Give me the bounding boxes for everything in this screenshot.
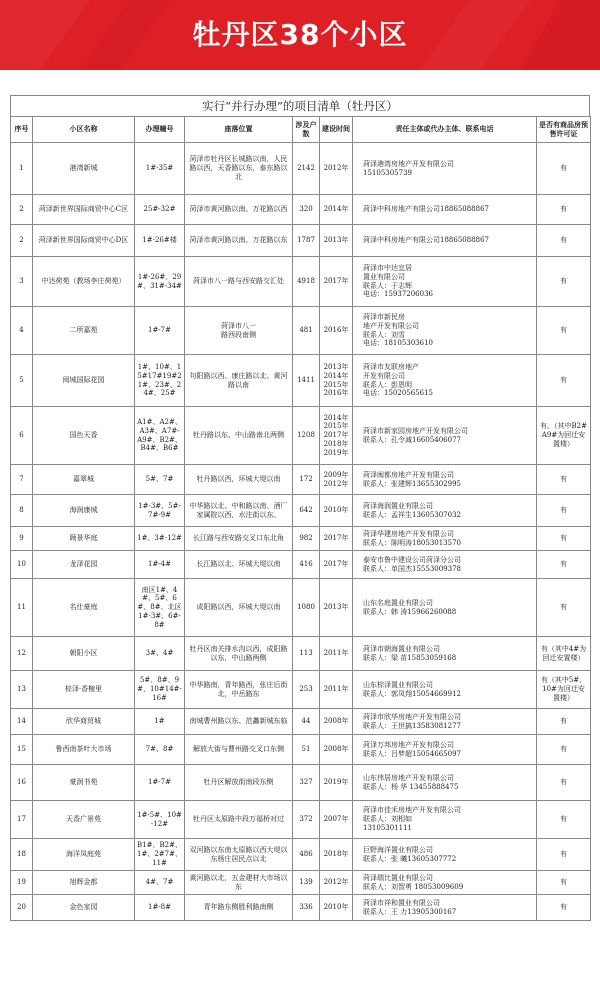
project-sheet — [10, 95, 590, 921]
cell-name: 菏泽新世界国际商贸中心C区 — [33, 195, 135, 225]
cell-no: 12 — [11, 637, 33, 671]
cell-contact: 菏泽市新民房 地产开发有限公司 联系人：刘雪 电话：18105303610 — [353, 307, 537, 355]
cell-no: 2 — [11, 195, 33, 225]
cell-permit: 有（其中4#为回迁安置楼） — [537, 637, 591, 671]
title-banner — [0, 0, 600, 70]
header-name: 小区名称 — [33, 117, 135, 143]
cell-name: 旭辉金都 — [33, 871, 135, 895]
cell-households: 113 — [293, 637, 320, 671]
cell-name: 名仕豪庭 — [33, 579, 135, 637]
cell-households: 2142 — [293, 143, 320, 195]
cell-households: 51 — [293, 735, 320, 765]
cell-building: 1#-35# — [135, 143, 185, 195]
cell-permit: 有 — [537, 465, 591, 495]
table-row — [11, 671, 591, 709]
table-row — [11, 355, 591, 407]
cell-time: 2013年 — [320, 225, 353, 257]
cell-building: 1#-8# — [135, 895, 185, 921]
cell-no: 15 — [11, 735, 33, 765]
cell-no: 6 — [11, 407, 33, 465]
cell-name: 鲁西南茶叶大市场 — [33, 735, 135, 765]
cell-permit: 有 — [537, 871, 591, 895]
header-time: 建设时间 — [320, 117, 353, 143]
cell-no: 14 — [11, 709, 33, 735]
cell-location: 南城曹州路以东、范蠡新城东临 — [185, 709, 293, 735]
cell-permit: 有 — [537, 551, 591, 579]
cell-households: 486 — [293, 839, 320, 871]
cell-building: 1#-26#、29#、31#-34# — [135, 257, 185, 307]
cell-permit: 有 — [537, 895, 591, 921]
cell-households: 642 — [293, 495, 320, 527]
cell-households: 982 — [293, 527, 320, 551]
table-row — [11, 735, 591, 765]
cell-permit: 有 — [537, 307, 591, 355]
cell-time: 2017年 — [320, 527, 353, 551]
cell-contact: 泰安市鲁中建设公司菏泽分公司 联系人：单国杰15553009378 — [353, 551, 537, 579]
header-households: 涉及户数 — [293, 117, 320, 143]
cell-building: 1#、10#、15#17#19#21#、23#、24#、25# — [135, 355, 185, 407]
cell-location: 菏泽市牡丹区长城路以南，人民路以西，天香路以东，泰东路以北 — [185, 143, 293, 195]
header-permit: 是否有商品房预售许可证 — [537, 117, 591, 143]
cell-time: 2007年 — [320, 801, 353, 839]
cell-location: 句阳路以西、康庄路以北、黄河路以南 — [185, 355, 293, 407]
cell-building: 5#、8#、9#、10#14#-16# — [135, 671, 185, 709]
table-header-row — [11, 117, 591, 143]
cell-permit: 有 — [537, 225, 591, 257]
table-title: 实行“并行办理”的项目清单（牡丹区） — [10, 95, 590, 116]
cell-households: 416 — [293, 551, 320, 579]
cell-name: 顾景华庭 — [33, 527, 135, 551]
cell-time: 2011年 — [320, 637, 353, 671]
cell-name: 天香广景苑 — [33, 801, 135, 839]
cell-contact: 菏泽海润置业有限公司 联系人：孟祥生13605307032 — [353, 495, 537, 527]
cell-name: 菏泽新世界国际商贸中心D区 — [33, 225, 135, 257]
cell-contact: 菏泽市友联房地产 开发有限公司 联系人：彭恩明 电话：15020565615 — [353, 355, 537, 407]
cell-building: B1#、B2#、1#、2#7#、11# — [135, 839, 185, 871]
cell-name: 嘉翠城 — [33, 465, 135, 495]
cell-contact: 菏泽瑞比置业有限公司 联系人：刘智勇 18053009609 — [353, 871, 537, 895]
cell-households: 1787 — [293, 225, 320, 257]
cell-contact: 菏泽中科房地产有限公司18865088867 — [353, 195, 537, 225]
banner-title: 牡丹区38个小区 — [192, 18, 408, 51]
cell-no: 9 — [11, 527, 33, 551]
cell-location: 牡丹路以西，环城大堤以南 — [185, 465, 293, 495]
cell-time: 2009年 2012年 — [320, 465, 353, 495]
header-location: 座落位置 — [185, 117, 293, 143]
cell-building: 1#-5#、10#-12# — [135, 801, 185, 839]
cell-no: 19 — [11, 871, 33, 895]
table-row — [11, 709, 591, 735]
cell-location: 双河路以东南太原路以西大堤以东杨庄居民点以北 — [185, 839, 293, 871]
cell-households: 327 — [293, 765, 320, 801]
cell-permit: 有 — [537, 143, 591, 195]
cell-contact: 菏泽市新家园房地产开发有限公司 联系人：孔令减16605406077 — [353, 407, 537, 465]
cell-time: 2010年 — [320, 895, 353, 921]
cell-no: 4 — [11, 307, 33, 355]
cell-contact: 菏泽华建房地产开发有限公司 联系人：陈明涛18053013570 — [353, 527, 537, 551]
table-body — [11, 143, 591, 921]
cell-time: 2011年 — [320, 671, 353, 709]
header-no: 序号 — [11, 117, 33, 143]
cell-households: 372 — [293, 801, 320, 839]
cell-contact: 菏泽市欣华房地产开发有限公司 联系人：王世搞13583081277 — [353, 709, 537, 735]
cell-permit: 有 — [537, 257, 591, 307]
cell-contact: 菏泽市中达宜居 置业有限公司 联系人：于志辉 电话：15937206036 — [353, 257, 537, 307]
cell-permit: 有 — [537, 495, 591, 527]
cell-time: 2010年 — [320, 495, 353, 527]
cell-location: 长江路以北、环城大堤以南 — [185, 551, 293, 579]
cell-location: 菏泽市黄河路以南、万花路以东 — [185, 225, 293, 257]
table-row — [11, 307, 591, 355]
cell-building: 1#-7# — [135, 765, 185, 801]
cell-permit: 有 — [537, 355, 591, 407]
cell-building: 1#-3#、5#-7#-9# — [135, 495, 185, 527]
cell-households: 44 — [293, 709, 320, 735]
cell-no: 3 — [11, 257, 33, 307]
cell-no: 11 — [11, 579, 33, 637]
table-row — [11, 801, 591, 839]
cell-name: 二所嘉苑 — [33, 307, 135, 355]
cell-name: 棕泽·香榭里 — [33, 671, 135, 709]
cell-location: 牡丹区太原路中段万福桥对过 — [185, 801, 293, 839]
table-row — [11, 765, 591, 801]
cell-location: 黄河路以北，五金建材大市场以东 — [185, 871, 293, 895]
cell-households: 481 — [293, 307, 320, 355]
cell-households: 1080 — [293, 579, 320, 637]
table-row — [11, 579, 591, 637]
cell-time: 2008年 — [320, 709, 353, 735]
cell-time: 2019年 — [320, 765, 353, 801]
cell-permit: 有 — [537, 839, 591, 871]
cell-households: 4918 — [293, 257, 320, 307]
cell-location: 牡丹路以东、中山路南北两侧 — [185, 407, 293, 465]
cell-no: 13 — [11, 671, 33, 709]
cell-location: 青年路东侧胜利路南侧 — [185, 895, 293, 921]
cell-no: 10 — [11, 551, 33, 579]
cell-contact: 菏泽闽都房地产开发有限公司 联系人：张建辉13655302995 — [353, 465, 537, 495]
cell-no: 18 — [11, 839, 33, 871]
cell-building: 1#、3#-12# — [135, 527, 185, 551]
cell-name: 欣华商贸城 — [33, 709, 135, 735]
cell-contact: 菏泽港湾房地产开发有限公司 15105305739 — [353, 143, 537, 195]
table-row — [11, 551, 591, 579]
cell-name: 金色家园 — [33, 895, 135, 921]
table-row — [11, 495, 591, 527]
cell-time: 2018年 — [320, 839, 353, 871]
cell-no: 7 — [11, 465, 33, 495]
cell-name: 龙泽花园 — [33, 551, 135, 579]
cell-households: 253 — [293, 671, 320, 709]
table-row — [11, 839, 591, 871]
cell-building: 25#-32# — [135, 195, 185, 225]
cell-no: 20 — [11, 895, 33, 921]
cell-permit: 有 — [537, 195, 591, 225]
cell-location: 成阳路以西，环城大堤以南 — [185, 579, 293, 637]
cell-location: 菏泽市黄河路以南、万花路以西 — [185, 195, 293, 225]
cell-contact: 菏泽中科房地产有限公司18865088867 — [353, 225, 537, 257]
cell-permit: 有（其中5#、10#为回迁安置楼） — [537, 671, 591, 709]
cell-contact: 巨野海洋置业有限公司 联系人：张 曦13605307772 — [353, 839, 537, 871]
cell-building: 1#-26#楼 — [135, 225, 185, 257]
cell-building: 1#-7# — [135, 307, 185, 355]
cell-building: 5#、7# — [135, 465, 185, 495]
cell-time: 2012年 — [320, 871, 353, 895]
cell-households: 1208 — [293, 407, 320, 465]
cell-location: 牡丹区南关排水沟以西，成阳路以东，中山路两侧 — [185, 637, 293, 671]
cell-households: 139 — [293, 871, 320, 895]
cell-time: 2017年 — [320, 257, 353, 307]
cell-contact: 菏泽万邦房地产开发有限公司 联系人：吕梦超15054665097 — [353, 735, 537, 765]
cell-no: 17 — [11, 801, 33, 839]
header-building: 办理幢号 — [135, 117, 185, 143]
cell-no: 8 — [11, 495, 33, 527]
cell-time: 2008年 — [320, 735, 353, 765]
cell-households: 1411 — [293, 355, 320, 407]
cell-contact: 菏泽市朝海置业有限公司 联系人：梁 苗15853059168 — [353, 637, 537, 671]
table-row — [11, 871, 591, 895]
cell-households: 336 — [293, 895, 320, 921]
header-contact: 责任主体或代办主体、联系电话 — [353, 117, 537, 143]
cell-no: 5 — [11, 355, 33, 407]
table-row — [11, 195, 591, 225]
cell-name: 朝阳小区 — [33, 637, 135, 671]
cell-location: 菏泽市八一 路西段南侧 — [185, 307, 293, 355]
cell-permit: 有。（其中B2# A9#为回迁安置楼） — [537, 407, 591, 465]
cell-no: 1 — [11, 143, 33, 195]
table-row — [11, 895, 591, 921]
cell-permit: 有 — [537, 765, 591, 801]
cell-name: 海洋凤庭苑 — [33, 839, 135, 871]
table-row — [11, 465, 591, 495]
cell-contact: 菏泽市佳禾房地产开发有限公司 联系人：刘相如 13105301111 — [353, 801, 537, 839]
cell-time: 2012年 — [320, 143, 353, 195]
cell-no: 2 — [11, 225, 33, 257]
cell-contact: 菏泽市祥和置业有限公司 联系人：王 力13905300167 — [353, 895, 537, 921]
cell-time: 2017年 — [320, 551, 353, 579]
cell-building: 7#、8# — [135, 735, 185, 765]
cell-time: 2013年 2014年 2015年 2016年 — [320, 355, 353, 407]
cell-contact: 山东伟居房地产开发有限公司 联系人：杨 华 13455888475 — [353, 765, 537, 801]
cell-households: 172 — [293, 465, 320, 495]
cell-name: 港湾新城 — [33, 143, 135, 195]
cell-location: 中华路南，青年路西，张庄后街北，中岳路东 — [185, 671, 293, 709]
cell-permit: 有 — [537, 801, 591, 839]
cell-location: 牡丹区解放街南段东侧 — [185, 765, 293, 801]
cell-time: 2016年 — [320, 307, 353, 355]
cell-building: 1#-4# — [135, 551, 185, 579]
cell-location: 中华路以北、中和路以南、酒厂家属院以西，水注街以东。 — [185, 495, 293, 527]
table-row — [11, 143, 591, 195]
table-row — [11, 407, 591, 465]
cell-no: 16 — [11, 765, 33, 801]
cell-name: 海润康城 — [33, 495, 135, 527]
cell-building: 1# — [135, 709, 185, 735]
project-table — [10, 116, 591, 921]
cell-name: 阅城国际花园 — [33, 355, 135, 407]
cell-households: 320 — [293, 195, 320, 225]
cell-contact: 山东名庭置业有限公司 联系人：韩 涛15966260088 — [353, 579, 537, 637]
cell-building: 4#、7# — [135, 871, 185, 895]
table-row — [11, 225, 591, 257]
cell-building: A1#、A2#、A3#、A7#-A9#、B2#、B4#、B6# — [135, 407, 185, 465]
cell-location: 解放大街与曹州路交叉口东侧 — [185, 735, 293, 765]
table-row — [11, 637, 591, 671]
table-row — [11, 257, 591, 307]
cell-name: 豪润书苑 — [33, 765, 135, 801]
cell-location: 菏泽市八一路与西安路交汇处 — [185, 257, 293, 307]
cell-permit: 有 — [537, 527, 591, 551]
cell-permit: 有 — [537, 709, 591, 735]
cell-contact: 山东棕泽置业有限公司 联系人：郭凤翔15054669912 — [353, 671, 537, 709]
cell-permit: 有 — [537, 579, 591, 637]
cell-time: 2014年 2015年 2017年 2018年 2019年 — [320, 407, 353, 465]
cell-name: 国色天香 — [33, 407, 135, 465]
table-row — [11, 527, 591, 551]
cell-building: 南区1#、4#、5#、6#、8#、北区1#-3#、6#-8# — [135, 579, 185, 637]
cell-location: 长江路与西安路交叉口东北角 — [185, 527, 293, 551]
cell-time: 2013年 — [320, 579, 353, 637]
cell-permit: 有 — [537, 735, 591, 765]
cell-time: 2014年 — [320, 195, 353, 225]
cell-name: 中达荷苑（教场李庄荷苑） — [33, 257, 135, 307]
cell-building: 3#、4# — [135, 637, 185, 671]
